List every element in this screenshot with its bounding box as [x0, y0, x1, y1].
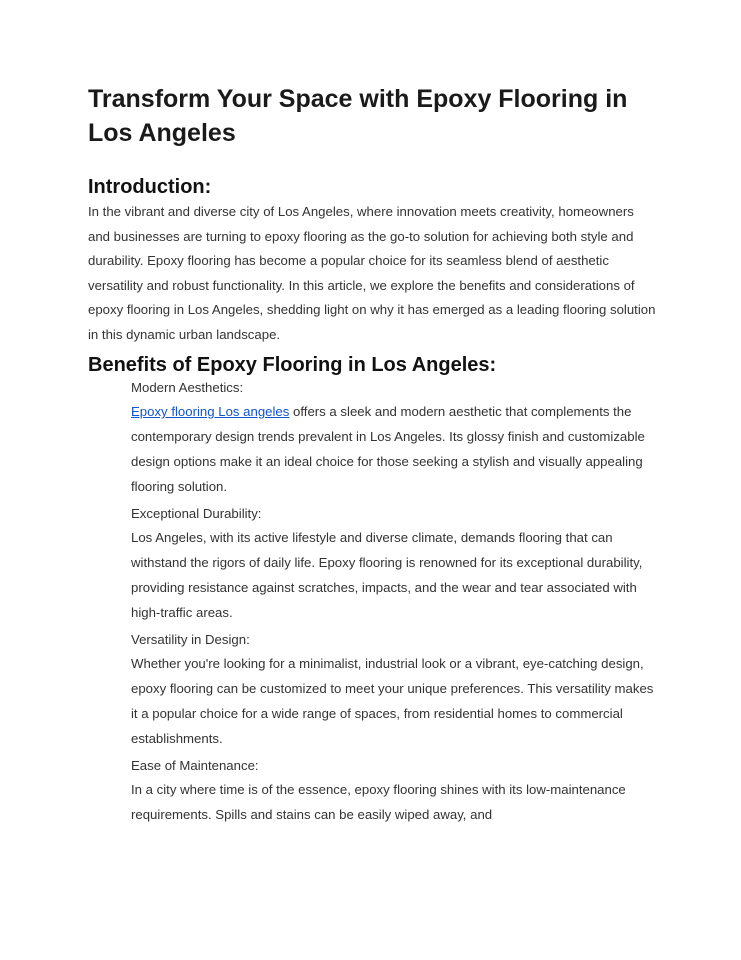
benefit-title: Versatility in Design: — [131, 632, 250, 647]
benefit-ease-of-maintenance — [131, 755, 661, 827]
benefit-text: In a city where time is of the essence, epoxy flooring shines with its low-maintenance requirements. Spills and stains can be easily wiped away, and — [131, 782, 626, 822]
benefit-text — [131, 399, 661, 499]
benefit-title: Ease of Maintenance: — [131, 758, 259, 773]
benefit-text: Los Angeles, with its active lifestyle and diverse climate, demands flooring that can withstand the rigors of daily life. Epoxy flooring is renowned for its exceptional durability, providing resistance against scratches, impacts, and the wear and tear associated with high-traffic areas. — [131, 530, 643, 620]
page-title: Transform Your Space with Epoxy Flooring in Los Angeles — [88, 85, 628, 147]
benefits-list — [131, 377, 661, 831]
benefit-text: Whether you're looking for a minimalist, industrial look or a vibrant, eye-catching design, epoxy flooring can be customized to meet your unique preferences. This versatility makes it a popular choice for a wide range of spaces, from residential homes to commercial establishments. — [131, 656, 654, 746]
benefit-versatility-in-design — [131, 629, 661, 751]
introduction-paragraph: In the vibrant and diverse city of Los Angeles, where innovation meets creativity, homeowners and businesses are turning to epoxy flooring as the go-to solution for achieving both style and durability. Epoxy flooring has become a popular choice for its seamless blend of aesthetic versatility and robust functionality. In this article, we explore the benefits and considerations of epoxy flooring in Los Angeles, shedding light on why it has emerged as a leading flooring solution in this dynamic urban landscape. — [88, 204, 656, 342]
epoxy-flooring-link[interactable]: Epoxy flooring Los angeles — [131, 404, 290, 419]
benefit-text-rest: offers a sleek and modern aesthetic that complements the contemporary design trends prevalent in Los Angeles. Its glossy finish and customizable design options make it an ideal choice for those seeking a stylish and visually appealing flooring solution. — [131, 404, 645, 494]
benefits-heading: Benefits of Epoxy Flooring in Los Angeles: — [88, 354, 497, 376]
benefit-modern-aesthetics — [131, 377, 661, 499]
introduction-heading: Introduction: — [88, 176, 212, 198]
benefit-title: Modern Aesthetics: — [131, 380, 244, 395]
benefit-exceptional-durability — [131, 503, 661, 625]
benefit-title: Exceptional Durability: — [131, 506, 262, 521]
